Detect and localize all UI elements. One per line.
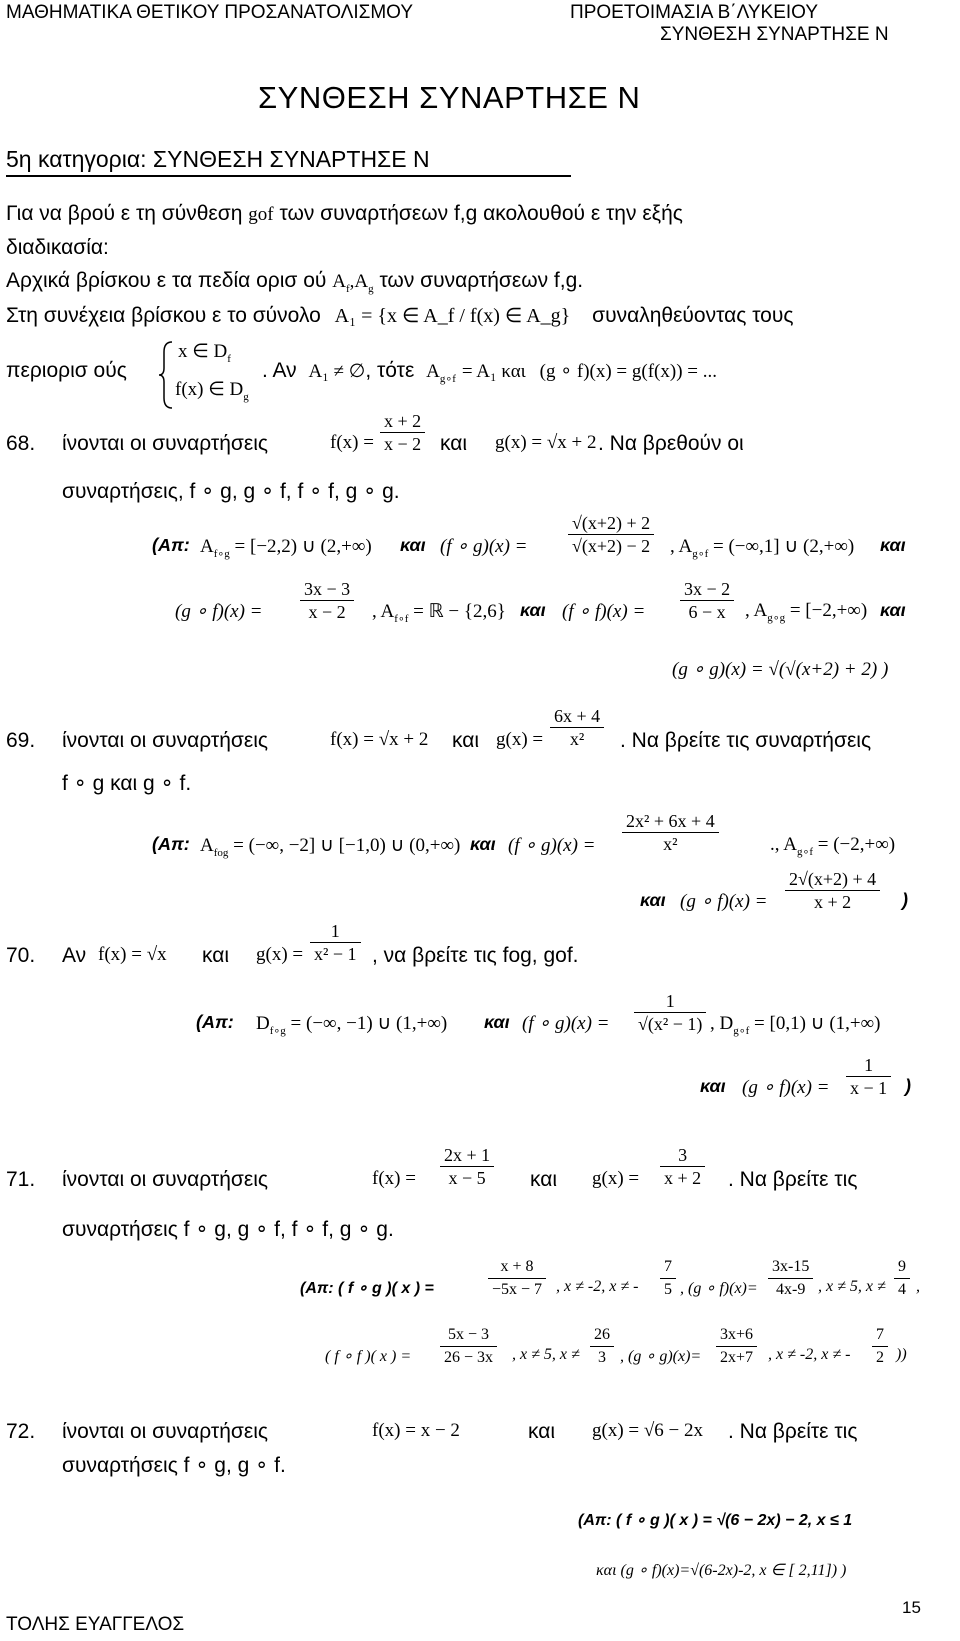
exercise-68-tail: . Να βρεθούν οι <box>598 432 744 455</box>
exercise-69-f: f(x) = √x + 2 <box>330 729 429 750</box>
exercise-71-ans2-frac3: $\frac{3x+6}{2x+7}$ <box>716 1324 757 1369</box>
exercise-71-ans2-frac4: $\frac{7}{2}$ <box>872 1324 888 1369</box>
exercise-71-ans2-close: )) <box>896 1346 907 1363</box>
exercise-70-answer-label: (Απ: <box>196 1012 234 1032</box>
intro-line-5-label: περιορισ ούς <box>6 359 127 382</box>
intro-line-2: διαδικασία: <box>6 236 109 259</box>
exercise-71-ans2-frac1: $\frac{5x - 3}{26 - 3x}$ <box>440 1324 497 1369</box>
exercise-70-gf-fraction: $\frac{1}{x - 1}$ <box>846 1054 891 1099</box>
exercise-71-ans2-frac2: $\frac{26}{3}$ <box>590 1324 614 1369</box>
exercise-68-g: g(x) = √x + 2 <box>495 432 597 453</box>
header-subject: ΜΑΘΗΜΑΤΙΚΑ ΘΕΤΙΚΟΥ ΠΡΟΣΑΝΑΤΟΛΙΣΜΟΥ <box>6 2 414 23</box>
exercise-71-ans1-frac4: $\frac{9}{4}$ <box>894 1256 910 1301</box>
exercise-69-g-fraction: $\frac{6x + 4}{\text{x²}}$ <box>550 705 604 750</box>
footer-author: ΤΟΛΗΣ ΕΥΑΓΓΕΛΟΣ <box>6 1614 185 1635</box>
exercise-71-ans1-comma: , <box>916 1278 920 1295</box>
exercise-69-fg-fraction: $\frac{\text{2x² + 6x + 4}}{\text{x²}}$ <box>622 810 719 855</box>
exercise-71-ans1-frac3: $\frac{3x-15}{4x-9}$ <box>768 1256 813 1301</box>
exercise-72-answer-1: (Απ: ( f ∘ g )( x ) = √(6 − 2x) − 2, x ≤ 1 <box>578 1512 853 1529</box>
exercise-68-fg-fraction: $\frac{√(x+2) + 2}{√(x+2) - 2}$ <box>568 512 654 557</box>
exercise-69-text: ίνονται οι συναρτήσεις <box>62 729 268 752</box>
exercise-71-ans2-cond1: , x ≠ 5, x ≠ <box>512 1346 580 1363</box>
exercise-69-answer-a2: ., $A_{g\circ f} = (-2,+\infty)$ <box>770 834 896 858</box>
exercise-72-text: ίνονται οι συναρτήσεις <box>62 1420 268 1443</box>
exercise-68-answer-a3: , $A_{f\circ f}$ = ℝ − {2,6} <box>372 601 506 625</box>
exercise-70-number: 70. <box>6 944 36 967</box>
exercise-71-ans1-frac1: $\frac{x + 8}{-5x - 7}$ <box>488 1256 546 1301</box>
exercise-70-f: f(x) = √x <box>98 944 167 965</box>
page-title: ΣΥΝΘΕΣΗ ΣΥΝΑΡΤΗΣΕ Ν <box>258 80 641 115</box>
exercise-71-g-fraction: $\frac{3}{x + 2}$ <box>660 1144 705 1189</box>
intro-line-3: Αρχικά βρίσκου ε τα πεδία ορισ ού $A_f,A_g$ των συναρτήσεων f,g. <box>6 269 584 295</box>
exercise-69-kai-2: και <box>640 890 666 910</box>
exercise-69-answer-a1: $A_{fog}$ = (−∞, −2] ∪ [−1,0) ∪ (0,+∞) <box>200 835 461 859</box>
exercise-71-ans1-frac2: $\frac{7}{5}$ <box>660 1256 676 1301</box>
exercise-69-fg: (f ∘ g)(x) = <box>508 835 596 856</box>
category-heading: 5η κατηγορια: ΣΥΝΘΕΣΗ ΣΥΝΑΡΤΗΣΕ Ν <box>6 146 430 172</box>
exercise-68-fg: (f ∘ g)(x) = <box>440 536 528 557</box>
constraint-1: x ∈ $D_f$ <box>178 341 231 365</box>
constraint-2: f(x) ∈ $D_g$ <box>175 379 249 403</box>
exercise-72-f: f(x) = x − 2 <box>372 1420 460 1441</box>
exercise-70-answer-d2: , $D_{g\circ f} = [0,1)$ ∪ (1,+∞) <box>710 1013 881 1037</box>
exercise-71-ans1-cond1: , x ≠ -2, x ≠ - <box>556 1278 639 1295</box>
exercise-68-and: και <box>440 432 468 455</box>
exercise-70-g-fraction: $\frac{1}{\text{x² − 1}}$ <box>310 920 361 965</box>
exercise-72-and: και <box>528 1420 556 1443</box>
exercise-69-gf-fraction: $\frac{2√(x+2) + 4}{x + 2}$ <box>785 868 880 913</box>
exercise-68-number: 68. <box>6 432 36 455</box>
header-topic: ΣΥΝΘΕΣΗ ΣΥΝΑΡΤΗΣΕ Ν <box>660 24 889 45</box>
exercise-70-fg-fraction: $\frac{1}{\text{√(x² − 1)}}$ <box>634 990 706 1035</box>
exercise-68-answer-a1: $A_{f\circ g} = [-2,2)$ ∪ (2,+∞) <box>200 536 372 560</box>
intro-line-4: Στη συνέχεια βρίσκου ε το σύνολο A₁ = {x ∈ A_f / f(x) ∈ A_g} συναληθεύοντας τους <box>6 304 794 327</box>
exercise-68-kai-1: και <box>400 535 426 555</box>
exercise-68-kai-2: και <box>880 535 906 555</box>
exercise-71-ans2-gg: , (g ∘ g)(x)= <box>620 1348 702 1365</box>
exercise-70-gf: (g ∘ f)(x) = <box>742 1077 830 1098</box>
exercise-71-ans1-cond2: , x ≠ 5, x ≠ <box>818 1278 886 1295</box>
left-brace-icon <box>158 340 174 410</box>
exercise-70-answer-d1: $D_{f\circ g}$ = (−∞, −1) ∪ (1,+∞) <box>256 1013 448 1037</box>
exercise-68-f: f(x) = <box>330 432 374 453</box>
exercise-72-line-2: συναρτήσεις f ∘ g, g ∘ f. <box>62 1454 286 1477</box>
exercise-69-kai-1: και <box>470 834 496 854</box>
exercise-68-ff-fraction: $\frac{3x - 2}{6 - x}$ <box>680 578 734 623</box>
exercise-68-answer-a2: , $A_{g\circ f} = (-\infty,1]$ ∪ (2,+∞) <box>670 536 855 560</box>
exercise-71-tail: . Να βρείτε τις <box>728 1168 858 1191</box>
exercise-72-g: g(x) = √6 − 2x <box>592 1420 704 1441</box>
exercise-69-and: και <box>452 729 480 752</box>
page-number: 15 <box>902 1598 921 1617</box>
category-underline <box>6 175 571 177</box>
exercise-68-gf-fraction: $\frac{3x - 3}{x - 2}$ <box>300 578 354 623</box>
exercise-69-line-2: f ∘ g και g ∘ f. <box>62 772 192 795</box>
intro-line-1: Για να βρού ε τη σύνθεση gof των συναρτήσεων f,g ακολουθού ε την εξής <box>6 202 683 225</box>
exercise-68-gg: (g ∘ g)(x) = √(√(x+2) + 2) ) <box>672 659 889 680</box>
exercise-70-close: ) <box>905 1076 911 1096</box>
exercise-68-f-fraction: $\frac{x + 2}{x - 2}$ <box>380 410 425 455</box>
exercise-71-answer-1: (Απ: ( f ∘ g )( x ) = <box>300 1280 434 1297</box>
exercise-69-close: ) <box>902 890 908 910</box>
exercise-72-tail: . Να βρείτε τις <box>728 1420 858 1443</box>
exercise-70-text: Αν <box>62 944 87 967</box>
intro-line-5-cond: . Αν A₁ ≠ ∅, τότε $A_{g\circ f} = A_1$ και (g ∘ f)(x) = g(f(x)) = ... <box>262 359 718 385</box>
exercise-70-kai-1: και <box>484 1012 510 1032</box>
exercise-71-g: g(x) = <box>592 1168 640 1189</box>
exercise-68-ff: (f ∘ f)(x) = <box>562 601 646 622</box>
exercise-68-kai-3: και <box>520 600 546 620</box>
exercise-71-number: 71. <box>6 1168 36 1191</box>
exercise-69-gf: (g ∘ f)(x) = <box>680 891 768 912</box>
exercise-71-and: και <box>530 1168 558 1191</box>
exercise-70-tail: , να βρείτε τις fog, gof. <box>372 944 579 967</box>
exercise-70-fg: (f ∘ g)(x) = <box>522 1013 610 1034</box>
exercise-69-number: 69. <box>6 729 36 752</box>
exercise-69-g: g(x) = <box>496 729 544 750</box>
exercise-72-answer-2: και (g ∘ f)(x)=√(6-2x)-2, x ∈ [ 2,11]) ) <box>596 1562 847 1579</box>
exercise-68-gf: (g ∘ f)(x) = <box>175 601 263 622</box>
exercise-71-answer-2: ( f ∘ f )( x ) = <box>325 1348 412 1365</box>
exercise-71-ans1-gf: , (g ∘ f)(x)= <box>680 1280 758 1297</box>
exercise-68-answer-a4: , $A_{g\circ g} = [-2,+\infty)$ <box>745 600 868 624</box>
exercise-72-number: 72. <box>6 1420 36 1443</box>
exercise-71-ans2-cond2: , x ≠ -2, x ≠ - <box>768 1346 851 1363</box>
exercise-71-line-2: συναρτήσεις f ∘ g, g ∘ f, f ∘ f, g ∘ g. <box>62 1218 394 1241</box>
exercise-68-text: ίνονται οι συναρτήσεις <box>62 432 268 455</box>
exercise-70-and: και <box>202 944 230 967</box>
exercise-69-tail: . Να βρείτε τις συναρτήσεις <box>620 729 872 752</box>
exercise-71-f-fraction: $\frac{2x + 1}{x - 5}$ <box>440 1144 494 1189</box>
header-course: ΠΡΟΕΤΟΙΜΑΣΙΑ Β΄ΛΥΚΕΙΟΥ <box>570 2 819 23</box>
exercise-71-f: f(x) = <box>372 1168 416 1189</box>
exercise-71-text: ίνονται οι συναρτήσεις <box>62 1168 268 1191</box>
exercise-70-g: g(x) = <box>256 944 304 965</box>
exercise-69-answer-label: (Απ: <box>152 834 190 854</box>
exercise-68-line-2: συναρτήσεις, f ∘ g, g ∘ f, f ∘ f, g ∘ g. <box>62 480 400 503</box>
exercise-68-kai-4: και <box>880 600 906 620</box>
exercise-70-kai-2: και <box>700 1076 726 1096</box>
exercise-68-answer-label: (Απ: <box>152 535 190 555</box>
